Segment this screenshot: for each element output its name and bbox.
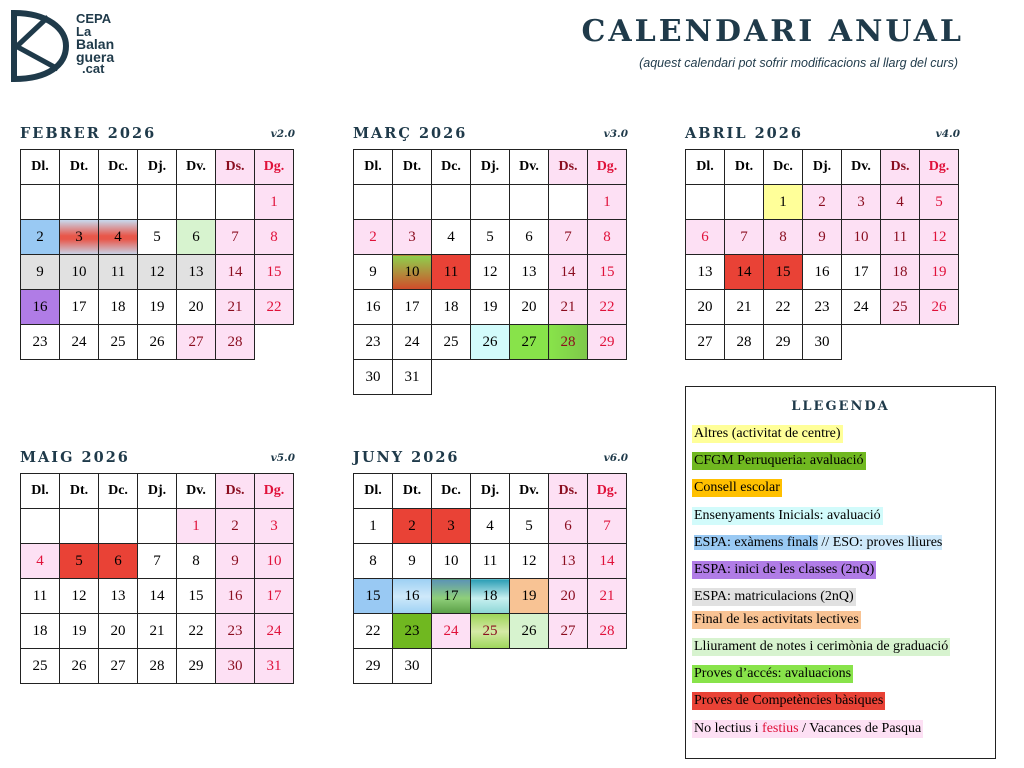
- day-cell: [21, 185, 60, 220]
- day-cell: 22: [588, 290, 627, 325]
- day-cell: 11: [881, 220, 920, 255]
- day-cell: 10: [432, 544, 471, 579]
- day-cell: 2: [354, 220, 393, 255]
- weekday-header: Dj.: [138, 150, 177, 185]
- weekday-header: Dg.: [588, 474, 627, 509]
- day-cell: 6: [510, 220, 549, 255]
- day-cell: 18: [432, 290, 471, 325]
- day-cell: 25: [471, 614, 510, 649]
- weekday-header: Dv.: [177, 474, 216, 509]
- day-cell: 10: [393, 255, 432, 290]
- day-cell: 8: [177, 544, 216, 579]
- day-cell: 21: [725, 290, 764, 325]
- day-cell: 21: [216, 290, 255, 325]
- day-cell: 18: [471, 579, 510, 614]
- day-cell: 23: [803, 290, 842, 325]
- day-cell: 21: [549, 290, 588, 325]
- legend-item-final-activitats: Final de les activitats lectives: [694, 612, 859, 627]
- day-cell: 14: [549, 255, 588, 290]
- day-cell: 5: [60, 544, 99, 579]
- day-cell: 16: [216, 579, 255, 614]
- day-cell: 31: [255, 649, 294, 684]
- day-cell: 13: [549, 544, 588, 579]
- weekday-header: Dj.: [803, 150, 842, 185]
- day-cell: 11: [99, 255, 138, 290]
- day-cell: 8: [588, 220, 627, 255]
- day-cell: 9: [216, 544, 255, 579]
- day-cell: 24: [842, 290, 881, 325]
- day-cell: 2: [21, 220, 60, 255]
- calendar-grid: [353, 473, 627, 684]
- weekday-header: Dt.: [393, 474, 432, 509]
- weekday-header: Dv.: [842, 150, 881, 185]
- weekday-header: Dc.: [764, 150, 803, 185]
- weekday-header: Ds.: [881, 150, 920, 185]
- month-title: MAIG 2026: [20, 449, 130, 466]
- legend-item-espa-examens-label: ESPA: exàmens finals: [694, 535, 818, 550]
- day-cell: 26: [471, 325, 510, 360]
- month-maig: [20, 449, 295, 684]
- day-cell: 6: [686, 220, 725, 255]
- day-cell: 23: [354, 325, 393, 360]
- weekday-header: Ds.: [216, 150, 255, 185]
- day-cell: 17: [432, 579, 471, 614]
- day-cell: [21, 509, 60, 544]
- day-cell: 19: [920, 255, 959, 290]
- day-cell: 9: [803, 220, 842, 255]
- day-cell: 17: [60, 290, 99, 325]
- day-cell: 24: [255, 614, 294, 649]
- day-cell: [138, 509, 177, 544]
- empty-cell: [588, 360, 627, 395]
- day-cell: 3: [432, 509, 471, 544]
- day-cell: [99, 509, 138, 544]
- day-cell: [725, 185, 764, 220]
- day-cell: 13: [510, 255, 549, 290]
- day-cell: 1: [588, 185, 627, 220]
- day-cell: [471, 185, 510, 220]
- day-cell: 5: [920, 185, 959, 220]
- day-cell: 12: [138, 255, 177, 290]
- day-cell: 23: [393, 614, 432, 649]
- legend-vacances: Vacances de Pasqua: [809, 721, 922, 736]
- logo: [8, 9, 128, 84]
- weekday-header: Dv.: [510, 150, 549, 185]
- day-cell: 26: [510, 614, 549, 649]
- weekday-header: Dl.: [21, 474, 60, 509]
- day-cell: 6: [549, 509, 588, 544]
- day-cell: 13: [686, 255, 725, 290]
- day-cell: 7: [549, 220, 588, 255]
- day-cell: [393, 185, 432, 220]
- empty-cell: [920, 325, 959, 360]
- weekday-header: Ds.: [549, 150, 588, 185]
- day-cell: [99, 185, 138, 220]
- legend-item-altres: Altres (activitat de centre): [694, 426, 841, 441]
- weekday-header: Dt.: [60, 474, 99, 509]
- empty-cell: [549, 360, 588, 395]
- day-cell: 8: [354, 544, 393, 579]
- weekday-header: Dl.: [21, 150, 60, 185]
- day-cell: 31: [393, 360, 432, 395]
- day-cell: 4: [881, 185, 920, 220]
- weekday-header: Dg.: [588, 150, 627, 185]
- legend-item-espa-examens: [692, 534, 944, 552]
- day-cell: [216, 185, 255, 220]
- day-cell: 13: [99, 579, 138, 614]
- day-cell: 15: [177, 579, 216, 614]
- day-cell: 19: [471, 290, 510, 325]
- day-cell: 10: [60, 255, 99, 290]
- balanguera-logo-icon: [8, 9, 70, 83]
- day-cell: [354, 185, 393, 220]
- day-cell: 17: [255, 579, 294, 614]
- day-cell: 28: [216, 325, 255, 360]
- legend-item-competencies: Proves de Competències bàsiques: [694, 693, 884, 708]
- day-cell: 30: [216, 649, 255, 684]
- calendar-grid: [20, 149, 294, 360]
- day-cell: 1: [354, 509, 393, 544]
- day-cell: [549, 185, 588, 220]
- legend-title: LLEGENDA: [791, 399, 890, 414]
- day-cell: 7: [138, 544, 177, 579]
- day-cell: 20: [686, 290, 725, 325]
- day-cell: 15: [255, 255, 294, 290]
- day-cell: 14: [138, 579, 177, 614]
- day-cell: 1: [255, 185, 294, 220]
- day-cell: 11: [471, 544, 510, 579]
- month-version: v6.0: [603, 452, 628, 464]
- day-cell: 15: [764, 255, 803, 290]
- day-cell: 26: [60, 649, 99, 684]
- day-cell: 6: [99, 544, 138, 579]
- month-version: v3.0: [603, 128, 628, 140]
- month-title: FEBRER 2026: [20, 125, 157, 142]
- day-cell: 14: [216, 255, 255, 290]
- day-cell: 23: [21, 325, 60, 360]
- weekday-header: Dj.: [138, 474, 177, 509]
- day-cell: 27: [686, 325, 725, 360]
- legend-text: No lectius i: [694, 721, 763, 736]
- day-cell: [138, 185, 177, 220]
- day-cell: 8: [255, 220, 294, 255]
- day-cell: [686, 185, 725, 220]
- day-cell: 29: [764, 325, 803, 360]
- logo-text: CEPA La Balan guera .cat: [76, 11, 115, 76]
- weekday-header: Dg.: [920, 150, 959, 185]
- day-cell: 18: [99, 290, 138, 325]
- day-cell: 12: [510, 544, 549, 579]
- day-cell: 24: [60, 325, 99, 360]
- empty-cell: [510, 649, 549, 684]
- day-cell: 4: [471, 509, 510, 544]
- legend-item-consell: Consell escolar: [694, 480, 780, 495]
- day-cell: 9: [21, 255, 60, 290]
- day-cell: 8: [764, 220, 803, 255]
- day-cell: 3: [60, 220, 99, 255]
- weekday-header: Dc.: [432, 474, 471, 509]
- empty-cell: [842, 325, 881, 360]
- month-title: MARÇ 2026: [353, 125, 468, 142]
- month-title: JUNY 2026: [353, 449, 460, 466]
- day-cell: 5: [471, 220, 510, 255]
- empty-cell: [255, 325, 294, 360]
- weekday-header: Dt.: [393, 150, 432, 185]
- empty-cell: [881, 325, 920, 360]
- day-cell: 3: [393, 220, 432, 255]
- day-cell: 22: [255, 290, 294, 325]
- weekday-header: Dc.: [432, 150, 471, 185]
- day-cell: 18: [881, 255, 920, 290]
- day-cell: 16: [803, 255, 842, 290]
- empty-cell: [432, 649, 471, 684]
- day-cell: 27: [510, 325, 549, 360]
- day-cell: 2: [393, 509, 432, 544]
- legend-item-cfgm: CFGM Perruqueria: avaluació: [694, 453, 864, 468]
- page-subtitle: (aquest calendari pot sofrir modificacions al llarg del curs): [639, 56, 958, 70]
- day-cell: [60, 509, 99, 544]
- day-cell: 2: [803, 185, 842, 220]
- day-cell: 13: [177, 255, 216, 290]
- legend-item-espa-inici: ESPA: inici de les classes (2nQ): [694, 562, 875, 577]
- day-cell: 17: [842, 255, 881, 290]
- day-cell: 19: [510, 579, 549, 614]
- day-cell: 28: [725, 325, 764, 360]
- weekday-header: Dj.: [471, 474, 510, 509]
- day-cell: 12: [920, 220, 959, 255]
- day-cell: 29: [177, 649, 216, 684]
- day-cell: 19: [138, 290, 177, 325]
- day-cell: 12: [60, 579, 99, 614]
- page-title: CALENDARI ANUAL: [581, 14, 964, 49]
- day-cell: 16: [21, 290, 60, 325]
- weekday-header: Dj.: [471, 150, 510, 185]
- legend-item-ensenyaments: Ensenyaments Inicials: avaluació: [694, 508, 881, 523]
- weekday-header: Dg.: [255, 474, 294, 509]
- day-cell: 4: [99, 220, 138, 255]
- day-cell: 25: [881, 290, 920, 325]
- day-cell: 24: [432, 614, 471, 649]
- day-cell: 10: [255, 544, 294, 579]
- day-cell: 10: [842, 220, 881, 255]
- weekday-header: Dg.: [255, 150, 294, 185]
- day-cell: 28: [138, 649, 177, 684]
- day-cell: 7: [588, 509, 627, 544]
- day-cell: 5: [138, 220, 177, 255]
- day-cell: [60, 185, 99, 220]
- empty-cell: [432, 360, 471, 395]
- day-cell: 16: [354, 290, 393, 325]
- day-cell: 20: [99, 614, 138, 649]
- day-cell: [432, 185, 471, 220]
- legend-item-proves-acces: Proves d’accés: avaluacions: [694, 666, 852, 681]
- day-cell: 7: [725, 220, 764, 255]
- day-cell: 3: [842, 185, 881, 220]
- empty-cell: [588, 649, 627, 684]
- empty-cell: [471, 360, 510, 395]
- day-cell: 15: [588, 255, 627, 290]
- empty-cell: [549, 649, 588, 684]
- legend-item-no-lectius: [692, 720, 923, 738]
- day-cell: 7: [216, 220, 255, 255]
- empty-cell: [471, 649, 510, 684]
- weekday-header: Dl.: [354, 474, 393, 509]
- legend-item-lliurament-notes: Lliurament de notes i cerimònia de graduació: [694, 639, 949, 654]
- day-cell: 14: [725, 255, 764, 290]
- weekday-header: Dl.: [686, 150, 725, 185]
- day-cell: 17: [393, 290, 432, 325]
- day-cell: 4: [432, 220, 471, 255]
- day-cell: 25: [432, 325, 471, 360]
- weekday-header: Dl.: [354, 150, 393, 185]
- day-cell: 2: [216, 509, 255, 544]
- month-version: v4.0: [935, 128, 960, 140]
- legend-item-espa-matriculacions: ESPA: matriculacions (2nQ): [694, 589, 854, 604]
- legend-text: /: [798, 721, 810, 736]
- day-cell: 5: [510, 509, 549, 544]
- day-cell: 21: [138, 614, 177, 649]
- day-cell: 23: [216, 614, 255, 649]
- day-cell: 9: [354, 255, 393, 290]
- day-cell: 20: [177, 290, 216, 325]
- day-cell: 30: [803, 325, 842, 360]
- day-cell: 18: [21, 614, 60, 649]
- day-cell: 25: [21, 649, 60, 684]
- day-cell: [510, 185, 549, 220]
- day-cell: 20: [549, 579, 588, 614]
- day-cell: 15: [354, 579, 393, 614]
- day-cell: 1: [764, 185, 803, 220]
- month-febrer: [20, 125, 295, 360]
- legend-festius: festius: [762, 721, 799, 736]
- weekday-header: Dt.: [60, 150, 99, 185]
- day-cell: 11: [432, 255, 471, 290]
- day-cell: 29: [588, 325, 627, 360]
- month-title: ABRIL 2026: [685, 125, 803, 142]
- day-cell: 26: [920, 290, 959, 325]
- calendar-grid: [353, 149, 627, 395]
- day-cell: 1: [177, 509, 216, 544]
- weekday-header: Dv.: [177, 150, 216, 185]
- day-cell: 29: [354, 649, 393, 684]
- day-cell: [177, 185, 216, 220]
- day-cell: 16: [393, 579, 432, 614]
- day-cell: 22: [764, 290, 803, 325]
- legend: [685, 386, 996, 759]
- month-juny: [353, 449, 628, 684]
- day-cell: 4: [21, 544, 60, 579]
- day-cell: 26: [138, 325, 177, 360]
- month-version: v2.0: [270, 128, 295, 140]
- weekday-header: Dt.: [725, 150, 764, 185]
- month-abril: [685, 125, 960, 360]
- day-cell: 27: [549, 614, 588, 649]
- day-cell: 6: [177, 220, 216, 255]
- empty-cell: [510, 360, 549, 395]
- day-cell: 22: [177, 614, 216, 649]
- legend-item-eso-label: // ESO: proves lliures: [817, 535, 943, 550]
- weekday-header: Dc.: [99, 474, 138, 509]
- day-cell: 11: [21, 579, 60, 614]
- calendar-grid: [685, 149, 959, 360]
- weekday-header: Ds.: [549, 474, 588, 509]
- day-cell: 19: [60, 614, 99, 649]
- month-version: v5.0: [270, 452, 295, 464]
- day-cell: 30: [393, 649, 432, 684]
- weekday-header: Ds.: [216, 474, 255, 509]
- day-cell: 9: [393, 544, 432, 579]
- day-cell: 27: [99, 649, 138, 684]
- weekday-header: Dc.: [99, 150, 138, 185]
- day-cell: 22: [354, 614, 393, 649]
- calendar-grid: [20, 473, 294, 684]
- weekday-header: Dv.: [510, 474, 549, 509]
- day-cell: 20: [510, 290, 549, 325]
- day-cell: 14: [588, 544, 627, 579]
- day-cell: 28: [588, 614, 627, 649]
- day-cell: 21: [588, 579, 627, 614]
- day-cell: 28: [549, 325, 588, 360]
- day-cell: 30: [354, 360, 393, 395]
- day-cell: 12: [471, 255, 510, 290]
- month-marc: [353, 125, 628, 395]
- day-cell: 25: [99, 325, 138, 360]
- day-cell: 3: [255, 509, 294, 544]
- day-cell: 27: [177, 325, 216, 360]
- day-cell: 24: [393, 325, 432, 360]
